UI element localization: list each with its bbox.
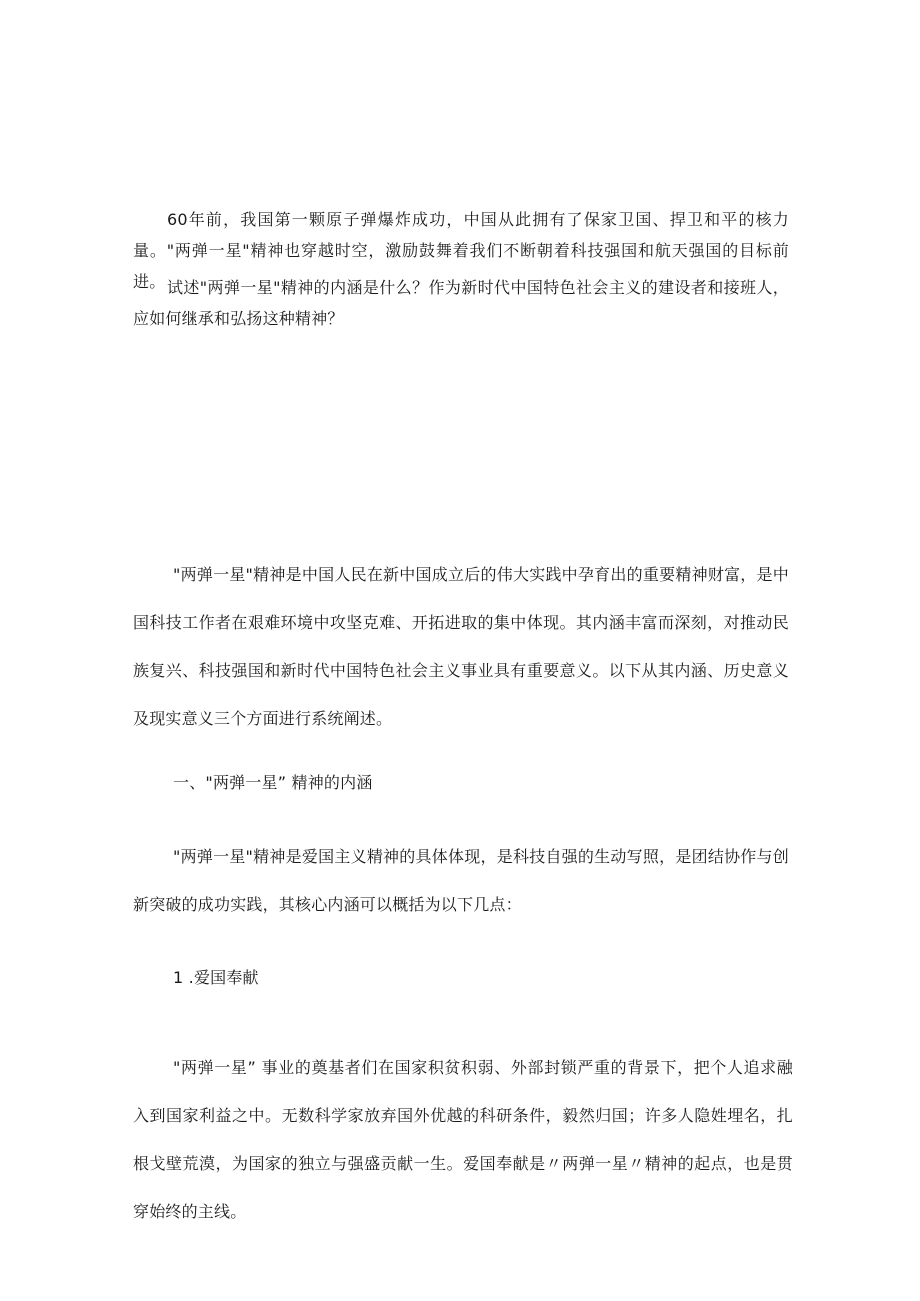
- question-paragraph-1: 60年前，我国第一颗原子弹爆炸成功，中国从此拥有了保家卫国、捍卫和平的核力量。"两弹一星"精神也穿越时空，激励鼓舞着我们不断朝着科技强国和航天强国的目标前进。: [133, 210, 789, 291]
- section-heading: 一、"两弹一星” 精神的内涵: [173, 773, 373, 792]
- section-intro-paragraph: "两弹一星"精神是爱国主义精神的具体体现，是科技自强的生动写照，是团结协作与创新突破的成功实践，其核心内涵可以概括为以下几点：: [133, 847, 789, 914]
- answer-intro-paragraph: "两弹一星"精神是中国人民在新中国成立后的伟大实践中孕育出的重要精神财富，是中国科技工作者在艰难环境中攻坚克难、开拓进取的集中体现。其内涵丰富而深刻，对推动民族复兴、科技强国和新时代中国特色社会主义事业具有重要意义。以下从其内涵、历史意义及现实意义三个方面进行系统阐述。: [133, 565, 789, 728]
- question-paragraph-2: 试述"两弹一星"精神的内涵是什么？作为新时代中国特色社会主义的建设者和接班人，应如何继承和弘扬这种精神？: [133, 278, 789, 328]
- point-heading: 1 .爱国奉献: [173, 968, 259, 987]
- point-body-paragraph: "两弹一星” 事业的奠基者们在国家积贫积弱、外部封锁严重的背景下，把个人追求融入到国家利益之中。无数科学家放弃国外优越的科研条件，毅然归国；许多人隐姓埋名，扎根戈壁荒漠，为国家的独立与强盛贡献一生。爱国奉献是〃两弹一星〃精神的起点，也是贯穿始终的主线。: [133, 1058, 793, 1221]
